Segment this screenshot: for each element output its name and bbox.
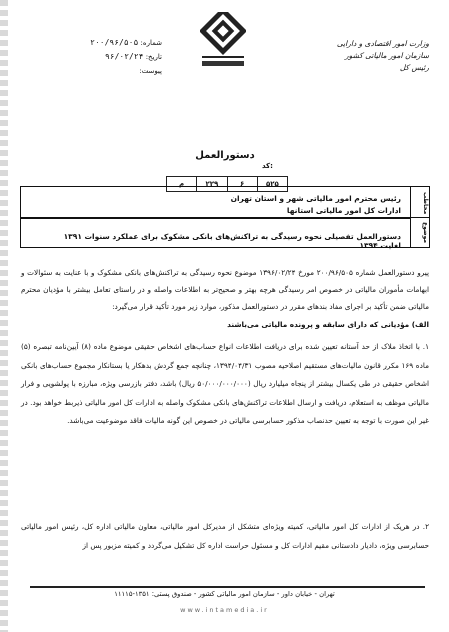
subject-line: دستورالعمل تفصیلی نحوه رسیدگی به تراکنش‌های بانکی مشکوک برای عملکرد سنوات ۱۳۹۱ لغایت ۱۳۹۴	[63, 232, 401, 250]
document-title: دستورالعمل	[195, 150, 255, 161]
code-cell: ۵۲۵	[257, 177, 287, 191]
number-value: ۲۰۰/۹۶/۵۰۵	[90, 38, 139, 47]
letter-meta	[32, 36, 162, 78]
scan-edge-strip	[0, 0, 8, 632]
number-label: شماره:	[140, 39, 162, 47]
side-label-subject: موضوع	[422, 222, 429, 244]
ministry-line: سازمان امور مالیاتی کشور	[345, 51, 429, 60]
ministry-line: رئیس کل	[399, 63, 429, 72]
code-cell: م	[179, 180, 185, 188]
number-row	[32, 36, 162, 50]
attachment-label: پیوست:	[139, 67, 162, 75]
numbered-item: ۲. در هریک از ادارات کل امور مالیاتی، کمیته ویژه‌ای متشکل از مدیرکل امور مالیاتی، معاون مالیاتی اداره کل، رئیس امور مالیاتی حسابرسی ویژه، دادیار دادستانی مقیم ادارات کل و مسئول حراست اداره کل تشکیل می‌گردد و کمیته مزبور پس از	[21, 522, 429, 550]
ministry-emblem-icon	[200, 12, 246, 70]
addressee-line: رئیس محترم امور مالیاتی شهر و استان تهران	[230, 194, 401, 203]
addressee-line: ادارات کل امور مالیاتی استانها	[286, 206, 401, 215]
footer-divider	[30, 586, 425, 588]
side-label-column	[410, 187, 429, 247]
ministry-line: وزارت امور اقتصادی و دارایی	[336, 39, 429, 48]
body-paragraph: پیرو دستورالعمل شماره ۲۰۰/۹۶/۵۰۵ مورخ ۱۳۹۶/۰۲/۲۴ موضوع نحوه رسیدگی به تراکنش‌های بانکی مشکوک و با عنایت به سئوالات و ابهامات مأموران مالیاتی در خصوص امر رسیدگی هرچه بهتر و صحیح‌تر به اطلاعات واصله و در راستای تعامل بیشتر با مؤدیان محترم مالیاتی ضمن تأکید بر اجرای مفاد بندهای مقرر در دستورالعمل مذکور، موارد زیر مورد تأکید قرار می‌گیرد:	[21, 268, 429, 311]
code-label: کد:	[262, 162, 273, 170]
date-row	[32, 50, 162, 64]
numbered-item: ۱. با اتخاذ ملاک از حد آستانه تعیین شده برای دریافت اطلاعات انواع حساب‌های اشخاص حقیقی موضوع ماده (۸) آیین‌نامه تبصره (۵) ماده ۱۶۹ مکرر قانون مالیات‌های مستقیم اصلاحیه مصوب ۱۳۹۴/۰۴/۳۱، چنانچه جمع گردش بدهکار یا بستانکار مجموع حساب‌های بانکی اشخاص حقیقی در طی یکسال بیشتر از پنجاه میلیارد ریال (۵۰/۰۰۰/۰۰۰/۰۰۰ ریال) باشد، دفتر بازرسی ویژه، مبارزه با پولشویی و فرار مالیاتی موظف به استعلام، دریافت و ارسال اطلاعات تراکنش‌های بانکی مشکوک واصله به ادارات کل امور مالیاتی ذیربط خواهد بود. در غیر این صورت با توجه به تعیین حدنصاب مذکور حسابرسی مالیاتی در خصوص این گونه مالیات فاقد موضوعیت می‌باشد.	[21, 342, 430, 425]
attachment-row	[32, 64, 162, 78]
side-label-to: مخاطب	[422, 191, 429, 215]
date-label: تاریخ:	[145, 53, 162, 61]
code-cell: ۶	[227, 177, 257, 191]
section-heading: الف) مؤدیانی که دارای سابقه و پرونده مالیاتی می‌باشند	[227, 320, 429, 329]
date-value: ۹۶/۰۲/۲۴	[104, 52, 144, 61]
ministry-header	[279, 38, 429, 74]
footer-address: تهران - خیابان داور - سازمان امور مالیاتی کشور - صندوق پستی: ۱۳۵۱-۱۱۱۱۵	[114, 590, 335, 598]
code-cell: ۲۲۹	[196, 177, 226, 191]
footer-website: www.intamedia.ir	[180, 606, 269, 614]
